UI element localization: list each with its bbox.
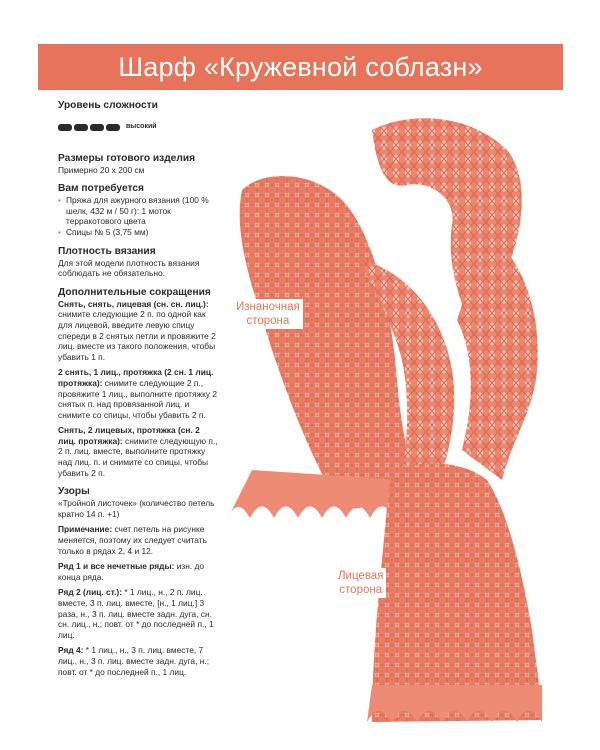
label-wrong-side <box>233 299 303 329</box>
abbreviation-item <box>58 299 218 363</box>
patterns-heading: Узоры <box>58 486 90 498</box>
abbreviation-term: Снять, снять, лицевая (сн. сн. лиц.): <box>58 298 209 309</box>
label-right-side <box>335 568 386 598</box>
abbreviation-text: снимите следующие 2 п. по одной как для лицевой, введите левую спицу спереди в 2 снятых петли и провяжите 2 лиц. вместе из такого положения, чтобы убавить 1 п. <box>58 309 216 362</box>
label-wrong-side-line1: Изнаночная <box>236 301 300 313</box>
size-heading: Размеры готового изделия <box>58 152 196 164</box>
difficulty-bars <box>58 124 120 131</box>
abbreviations-section <box>58 287 218 479</box>
pattern-note-label: Примечание: <box>58 524 113 535</box>
label-right-side-line2: сторона <box>339 584 383 596</box>
pattern-row <box>58 645 218 677</box>
pattern-row-text: изн. до конца ряда. <box>58 561 205 582</box>
difficulty-block <box>74 124 88 131</box>
label-right-side-line1: Лицевая <box>338 570 384 582</box>
abbreviation-term: Снять, 2 лицевых, протяжка (сн. 2 лиц. протяжка): <box>58 425 200 446</box>
pattern-note <box>58 524 218 556</box>
pattern-note-text: счет петель на рисунке меняется, поэтому их следует считать только в рядах 2, 4 и 12. <box>58 524 207 556</box>
materials-item: • Пряжа для ажурного вязания (100 % шелк, 432 м / 50 г): 1 моток терракотового цвета <box>58 195 218 227</box>
difficulty-value: высокий <box>126 123 157 130</box>
difficulty-heading: Уровень сложности <box>58 100 158 111</box>
title-bar <box>38 44 563 90</box>
scarf-photo <box>222 110 567 730</box>
pattern-row-label: Ряд 4: <box>58 645 84 656</box>
scarf-right-side-panel <box>372 463 542 722</box>
pattern-row-text: * 1 лиц., н., 3 п. лиц. вместе, 7 лиц., н., 3 п. лиц. вместе задн. дуга, н.; повт. от * до последней п., 1 лиц. <box>58 645 210 677</box>
difficulty-indicator <box>58 122 218 133</box>
materials-heading: Вам потребуется <box>58 183 144 195</box>
abbreviation-item <box>58 425 218 478</box>
materials-section <box>58 183 218 237</box>
gauge-section <box>58 246 218 279</box>
abbreviation-item <box>58 367 218 420</box>
size-text: Примерно 20 х 200 см <box>58 164 145 175</box>
difficulty-block <box>90 124 104 131</box>
pattern-row-label: Ряд 1 и все нечетные ряды: <box>58 561 175 572</box>
abbreviation-term: 2 снять, 1 лиц., протяжка (2 сн. 1 лиц. протяжка): <box>58 367 214 388</box>
materials-item: • Спицы № 5 (3,75 мм) <box>58 227 218 238</box>
abbreviation-text: снимите следующие 2 п., провяжите 1 лиц., выполните протяжку 2 снятых п. над провязанной лиц. и снимите со спицы, чтобы убавить 2 п. <box>58 377 218 420</box>
label-wrong-side-line2: сторона <box>246 315 290 327</box>
difficulty-block <box>58 124 72 131</box>
size-section <box>58 153 218 176</box>
difficulty-block <box>106 124 120 131</box>
page-title: Шарф «Кружевной соблазн» <box>118 51 483 82</box>
instructions-column <box>58 100 218 685</box>
pattern-name: «Тройной листочек» (количество петель кратно 14 п. +1) <box>58 498 215 519</box>
scarf-wrong-side-panel <box>240 176 422 510</box>
gauge-text: Для этой модели плотность вязания соблюдать не обязательно. <box>58 257 200 279</box>
patterns-section <box>58 486 218 677</box>
gauge-heading: Плотность вязания <box>58 245 156 257</box>
pattern-row-text: * 1 лиц., н., 2 п. лиц. вместе, 3 п. лиц. вместе, [н., 1 лиц.] 3 раза, н., 3 п. лиц. вместе задн. дуга, сн. сн. лиц., н.; повт. от * до последней п., 1 лиц. <box>58 587 214 640</box>
pattern-row <box>58 587 218 640</box>
abbreviations-heading: Дополнительные сокращения <box>58 286 211 298</box>
abbreviation-text: снимите следующую п., 2 п. лиц. вместе, выполните протяжку над лиц. п. и снимите со спицы, чтобы убавить 2 п. <box>58 435 218 478</box>
pattern-row-label: Ряд 2 (лиц. ст.): <box>58 587 122 598</box>
pattern-row <box>58 561 218 582</box>
